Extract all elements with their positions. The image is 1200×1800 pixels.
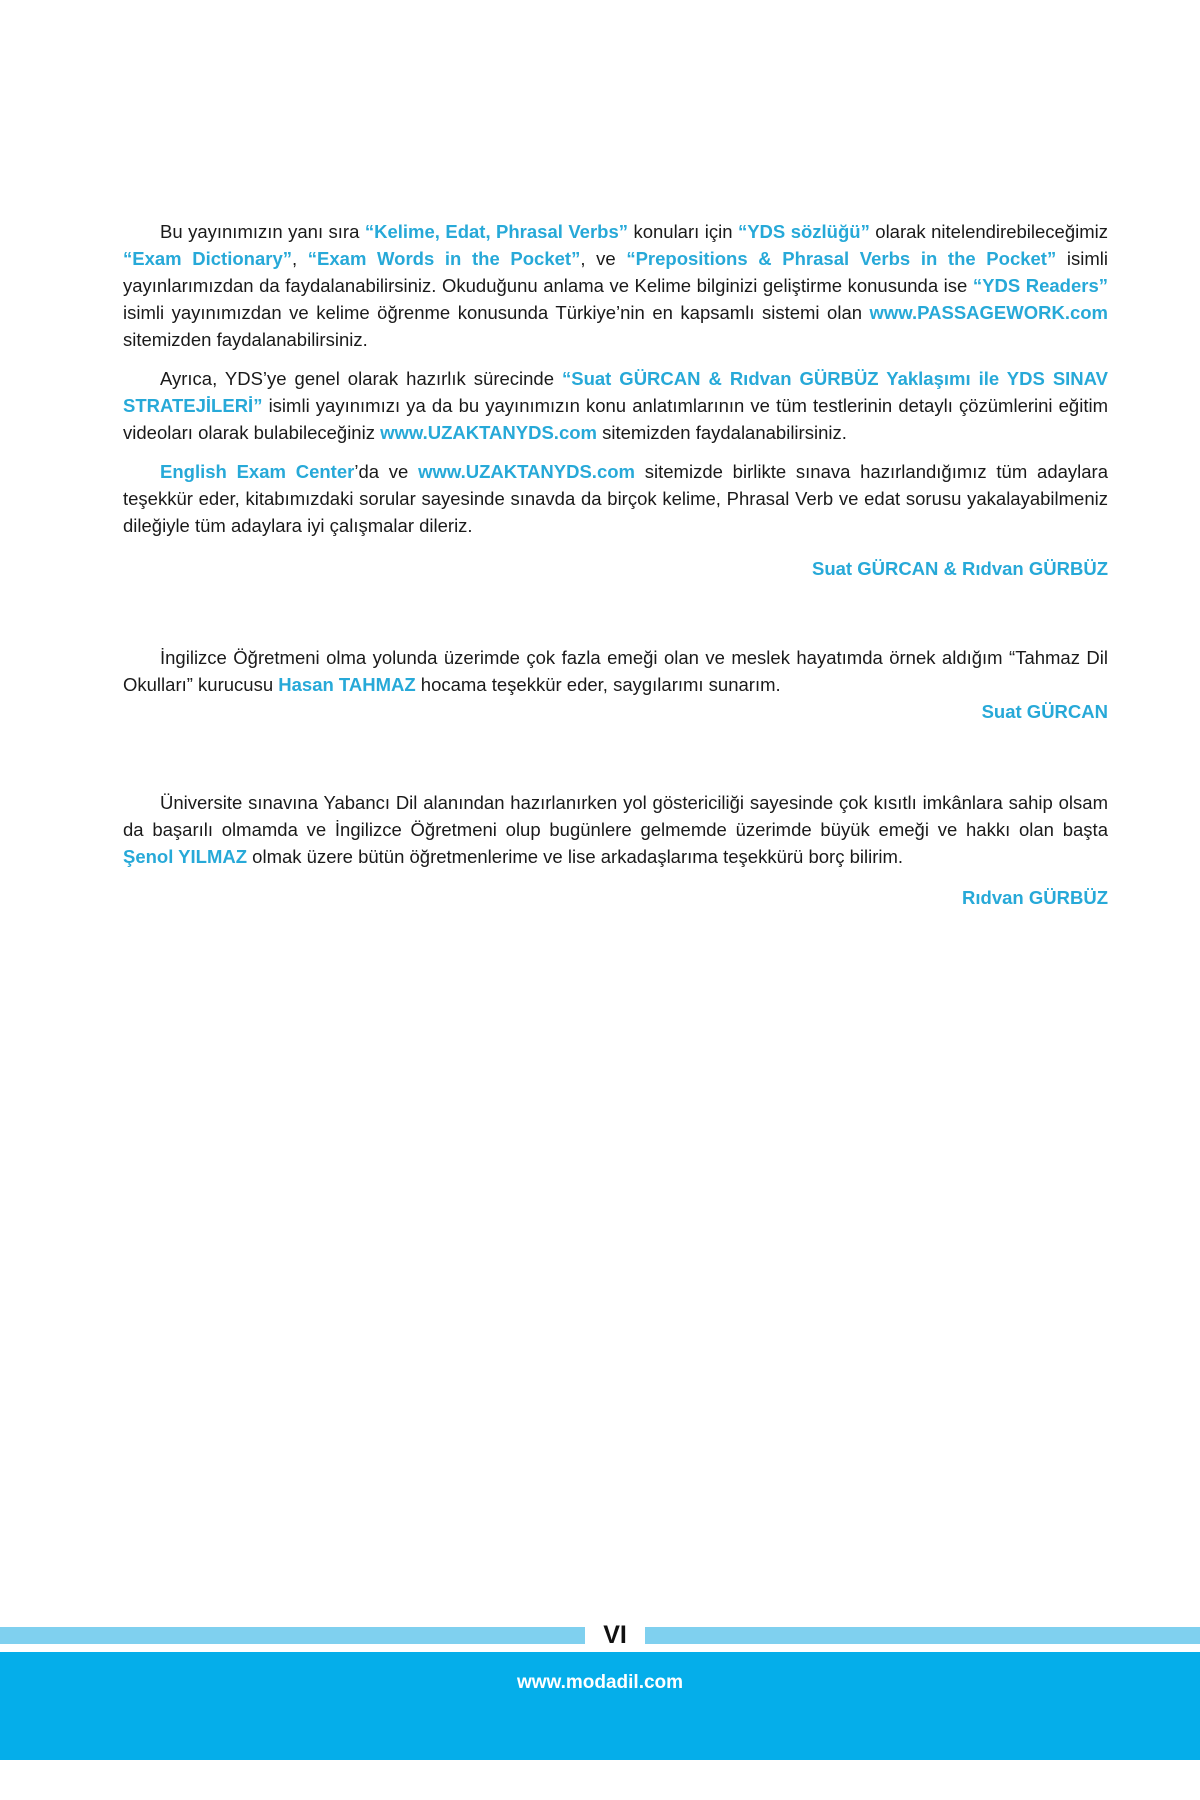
highlight-yds-dictionary: “YDS sözlüğü”: [737, 221, 870, 242]
highlight-prepositions-book: “Prepositions & Phrasal Verbs in the Pocket”: [626, 248, 1057, 269]
signature-suat: Suat GÜRCAN: [981, 701, 1108, 722]
paragraph-thanks-candidates: [123, 458, 1108, 539]
text-segment: ’da ve: [354, 461, 419, 482]
text-segment: sitemizden faydalanabilirsiniz.: [596, 422, 847, 443]
text-segment: olarak nitelendirebileceğimiz: [869, 221, 1108, 242]
footer-stripe-right: [645, 1627, 1200, 1644]
uzaktanyds-link[interactable]: www.UZAKTANYDS.com: [418, 461, 635, 482]
text-segment: hocama teşekkür eder, saygılarımı sunarım.: [415, 674, 781, 695]
highlight-exam-words: “Exam Words in the Pocket”: [307, 248, 581, 269]
text-segment: Bu yayınımızın yanı sıra: [160, 221, 365, 242]
highlight-yds-readers: “YDS Readers”: [972, 275, 1108, 296]
uzaktanyds-link[interactable]: www.UZAKTANYDS.com: [380, 422, 597, 443]
text-segment: ,: [291, 248, 308, 269]
highlight-hasan-tahmaz: Hasan TAHMAZ: [278, 674, 416, 695]
text-segment: isimli yayınlarımızdan da faydalanabilirsiniz. Okuduğunu anlama ve Kelime bilginizi geliştirme konusunda ise: [123, 248, 1108, 296]
text-segment: sitemizden faydalanabilirsiniz.: [123, 329, 368, 350]
text-segment: olmak üzere bütün öğretmenlerime ve lise arkadaşlarıma teşekkürü borç bilirim.: [247, 846, 904, 867]
highlight-strategies-book: “Suat GÜRCAN & Rıdvan GÜRBÜZ Yaklaşımı ile YDS SINAV STRATEJİLERİ”: [123, 368, 1108, 416]
spacer: [123, 725, 1108, 789]
paragraph-dedication-suat: [123, 644, 1108, 698]
paragraph-publications: [123, 218, 1108, 353]
text-segment: konuları için: [628, 221, 738, 242]
highlight-senol-yilmaz: Şenol YILMAZ: [123, 846, 248, 867]
footer-website-link[interactable]: www.modadil.com: [516, 1672, 684, 1693]
text-segment: isimli yayınımızı ya da bu yayınımızın konu anlatımlarının ve tüm testlerinin detaylı çözümlerini eğitim videoları olarak bulabileceğiniz: [123, 395, 1108, 443]
footer-band: [0, 1652, 1200, 1760]
signature-ridvan: Rıdvan GÜRBÜZ: [962, 887, 1108, 908]
highlight-topics: “Kelime, Edat, Phrasal Verbs”: [364, 221, 628, 242]
highlight-english-exam-center: English Exam Center: [160, 461, 355, 482]
signature-authors: Suat GÜRCAN & Rıdvan GÜRBÜZ: [811, 558, 1108, 579]
spacer: [123, 582, 1108, 644]
text-segment: , ve: [580, 248, 627, 269]
text-segment: Ayrıca, YDS’ye genel olarak hazırlık sürecinde: [160, 368, 562, 389]
highlight-exam-dictionary: “Exam Dictionary”: [123, 248, 292, 269]
text-segment: İngilizce Öğretmeni olma yolunda üzerimde çok fazla emeği olan ve meslek hayatımda örnek aldığım “Tahmaz Dil Okulları” kurucusu: [123, 647, 1108, 695]
passagework-link[interactable]: www.PASSAGEWORK.com: [869, 302, 1108, 323]
text-segment: sitemizde birlikte sınava hazırlandığımız tüm adaylara teşekkür eder, kitabımızdaki sorular sayesinde sınavda da birçok kelime, Phrasal Verb ve edat sorusu yakalayabilmeniz dileğiyle tüm adaylara iyi çalışmalar dileriz.: [123, 461, 1108, 536]
text-segment: Üniversite sınavına Yabancı Dil alanından hazırlanırken yol göstericiliği sayesinde çok kısıtlı imkânlara sahip olsam da başarılı olmamda ve İngilizce Öğretmeni olup bugünlere gelmemde üzerimde büyük emeği ve hakkı olan başta: [123, 792, 1108, 840]
page-number: VI: [603, 1621, 627, 1649]
paragraph-dedication-ridvan: [123, 789, 1108, 870]
text-segment: isimli yayınımızdan ve kelime öğrenme konusunda Türkiye’nin en kapsamlı sistemi olan: [123, 302, 870, 323]
paragraph-strategies: [123, 365, 1108, 446]
page-content: [123, 218, 1108, 911]
footer-stripe-left: [0, 1627, 585, 1644]
